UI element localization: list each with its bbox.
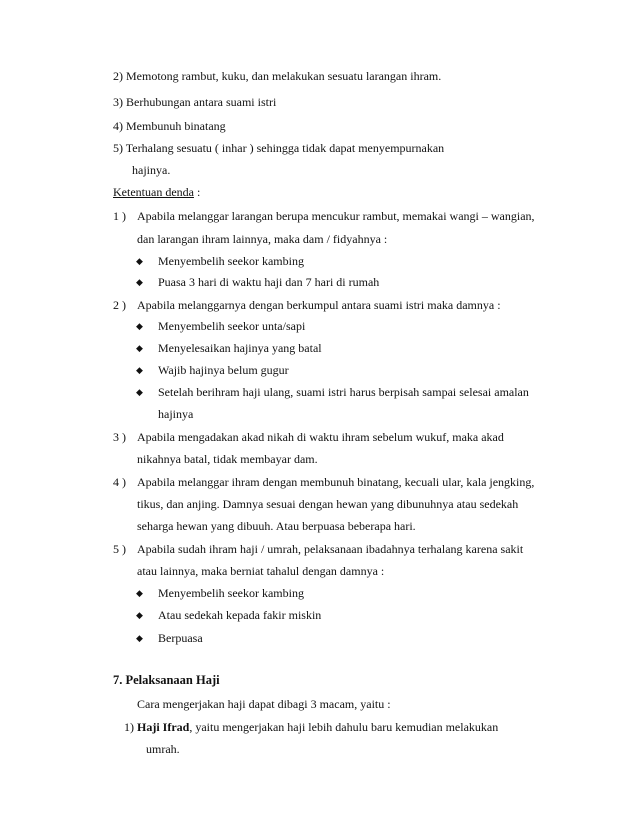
list-item: [113, 68, 441, 84]
diamond-bullet-icon: ◆: [136, 321, 143, 331]
bullet-item: Menyembelih seekor kambing: [158, 254, 304, 268]
bullet-item-continuation: hajinya: [158, 407, 194, 421]
list-number: 2): [113, 69, 123, 83]
bullet-item: Berpuasa: [158, 631, 203, 645]
list-item: [113, 118, 226, 134]
denda-item-line: dan larangan ihram lainnya, maka dam / fidyahnya :: [137, 232, 388, 246]
bullet-item: Menyembelih seekor kambing: [158, 586, 304, 600]
list-item: [113, 94, 276, 110]
denda-item-line: Apabila melanggar larangan berupa mencukur rambut, memakai wangi – wangian,: [137, 209, 535, 223]
list-item-continuation: hajinya.: [132, 163, 171, 177]
list-number: 5): [113, 141, 123, 155]
list-text: Terhalang sesuatu ( inhar ) sehingga tidak dapat menyempurnakan: [125, 141, 445, 155]
denda-item-line: Apabila mengadakan akad nikah di waktu ihram sebelum wukuf, maka akad: [137, 430, 504, 444]
term-text: Haji Ifrad: [137, 720, 190, 734]
list-number: 4): [113, 119, 123, 133]
diamond-bullet-icon: ◆: [136, 387, 143, 397]
list-number: 3): [113, 95, 123, 109]
diamond-bullet-icon: ◆: [136, 256, 143, 266]
denda-item-line: tikus, dan anjing. Damnya sesuai dengan hewan yang dibunuhnya atau sedekah: [137, 497, 519, 511]
diamond-bullet-icon: ◆: [136, 633, 143, 643]
diamond-bullet-icon: ◆: [136, 343, 143, 353]
list-text: Memotong rambut, kuku, dan melakukan sesuatu larangan ihram.: [126, 69, 442, 83]
bullet-item: Menyembelih seekor unta/sapi: [158, 319, 306, 333]
list-text: Membunuh binatang: [126, 119, 226, 133]
subtitle-text: Ketentuan denda: [113, 185, 194, 199]
denda-item-number: 1 ): [113, 209, 126, 223]
diamond-bullet-icon: ◆: [136, 610, 143, 620]
list-number: 1): [124, 720, 134, 734]
list-text: , yaitu mengerjakan haji lebih dahulu baru kemudian melakukan: [189, 720, 499, 734]
denda-item-number: 2 ): [113, 298, 126, 312]
denda-item-line: Apabila melanggarnya dengan berkumpul antara suami istri maka damnya :: [137, 298, 501, 312]
bullet-item: Puasa 3 hari di waktu haji dan 7 hari di rumah: [158, 275, 380, 289]
list-item: [113, 140, 444, 156]
list-item: [124, 719, 498, 735]
section-heading: 7. Pelaksanaan Haji: [113, 673, 220, 687]
denda-item-line: nikahnya batal, tidak membayar dam.: [137, 452, 318, 466]
bullet-item: Menyelesaikan hajinya yang batal: [158, 341, 322, 355]
diamond-bullet-icon: ◆: [136, 277, 143, 287]
diamond-bullet-icon: ◆: [136, 588, 143, 598]
bullet-item: Atau sedekah kepada fakir miskin: [158, 608, 322, 622]
diamond-bullet-icon: ◆: [136, 365, 143, 375]
section-intro: Cara mengerjakan haji dapat dibagi 3 macam, yaitu :: [137, 697, 391, 711]
list-text: Berhubungan antara suami istri: [126, 95, 277, 109]
denda-item-number: 3 ): [113, 430, 126, 444]
denda-item-number: 4 ): [113, 475, 126, 489]
subtitle-suffix: :: [193, 185, 201, 199]
denda-item-line: seharga hewan yang dibuuh. Atau berpuasa beberapa hari.: [137, 519, 416, 533]
bullet-item: Wajib hajinya belum gugur: [158, 363, 289, 377]
denda-item-line: atau lainnya, maka berniat tahalul dengan damnya :: [137, 564, 385, 578]
bullet-item: Setelah berihram haji ulang, suami istri harus berpisah sampai selesai amalan: [158, 385, 529, 399]
denda-item-line: Apabila melanggar ihram dengan membunuh binatang, kecuali ular, kala jengking,: [137, 475, 535, 489]
denda-item-number: 5 ): [113, 542, 126, 556]
list-item-continuation: umrah.: [146, 742, 180, 756]
section-subtitle: [113, 184, 200, 200]
denda-item-line: Apabila sudah ihram haji / umrah, pelaksanaan ibadahnya terhalang karena sakit: [137, 542, 524, 556]
